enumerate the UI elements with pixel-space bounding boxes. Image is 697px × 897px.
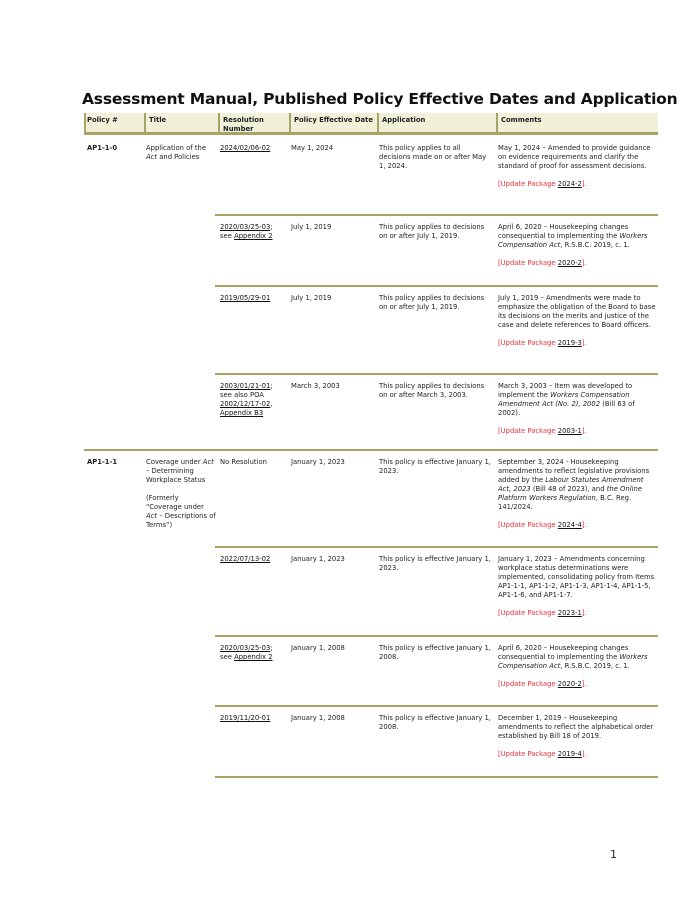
effective-date: March 3, 2003	[291, 382, 340, 390]
update-package-suffix: ].	[581, 521, 587, 529]
text-segment: Act	[146, 153, 158, 161]
row-divider	[215, 705, 658, 707]
column-header-comments: Comments	[496, 113, 658, 132]
resolution-link[interactable]: Appendix B3	[220, 409, 264, 417]
text-segment: , B.C. Reg. 141/2024.	[498, 494, 632, 511]
page-number: 1	[610, 848, 617, 861]
resolution-link[interactable]: 2019/05/29-01	[220, 294, 271, 302]
row-divider	[215, 285, 658, 287]
update-package-label: [Update Package	[498, 680, 558, 688]
comments	[498, 714, 658, 768]
comment-text	[498, 294, 658, 330]
resolution-number	[220, 382, 284, 418]
text-segment: and Policies	[157, 153, 200, 161]
resolution-link[interactable]: Appendix 2	[234, 232, 273, 240]
update-package-link[interactable]: 2019-4	[557, 750, 582, 758]
text-segment: March 3, 2003 – Item was developed to implement the	[498, 382, 633, 399]
resolution-number	[220, 714, 284, 723]
update-package-label: [Update Package	[498, 259, 558, 267]
page-title: Assessment Manual, Published Policy Effective Dates and Application	[82, 90, 678, 108]
application-text: This policy applies to all decisions made on or after May 1, 2024.	[379, 144, 487, 170]
title-paragraph	[146, 144, 216, 162]
update-package-label: [Update Package	[498, 609, 558, 617]
comments	[498, 644, 658, 698]
effective-date: January 1, 2008	[291, 714, 345, 722]
text-segment: Application of the	[146, 144, 207, 152]
application-text: This policy is effective January 1, 2023.	[379, 458, 491, 475]
policy-number: AP1-1-1	[87, 458, 118, 466]
text-segment: January 1, 2023 – Amendments concerning workplace status determinations were implemented, consolidating policy from Items AP1-1-1, AP1-1-2, AP1-1-3, AP1-1-4, AP1-1-5, AP1-1-6, and AP1-1-7.	[498, 555, 655, 599]
update-package-note	[498, 680, 658, 689]
update-package-link[interactable]: 2020-2	[557, 680, 582, 688]
update-package-label: [Update Package	[498, 750, 558, 758]
application-text: This policy is effective January 1, 2023.	[379, 555, 491, 572]
comment-text	[498, 382, 658, 418]
application-text: This policy applies to decisions on or after July 1, 2019.	[379, 223, 485, 240]
text-segment: ; see also POA	[220, 382, 273, 399]
policy-title	[146, 144, 216, 171]
column-header-policy: Policy #	[87, 116, 118, 124]
text-segment: (Bill 48 of 2023), and	[530, 485, 607, 493]
row-divider	[215, 214, 658, 216]
comments	[498, 382, 658, 445]
text-segment: (Formerly “Coverage under	[146, 494, 204, 511]
text-segment: – Determining Workplace Status	[146, 467, 206, 484]
text-segment: Workers Compensation Act	[498, 653, 648, 670]
text-segment: Act	[146, 512, 158, 520]
table-bottom-rule	[215, 776, 658, 778]
resolution-link[interactable]: 2024/02/06-02	[220, 144, 271, 152]
table-header	[84, 113, 658, 135]
update-package-note	[498, 609, 658, 618]
comments	[498, 555, 658, 627]
row-divider	[84, 449, 658, 451]
text-segment: April 6, 2020 – Housekeeping changes consequential to implementing the	[498, 644, 629, 661]
resolution-link[interactable]: Appendix 2	[234, 653, 273, 661]
update-package-link[interactable]: 2019-3	[557, 339, 582, 347]
text-segment: Workers Compensation Amendment Act (No. 2), 2002	[498, 391, 630, 408]
comments	[498, 223, 658, 277]
comment-text	[498, 458, 658, 512]
update-package-link[interactable]: 2020-2	[557, 259, 582, 267]
row-divider	[215, 373, 658, 375]
update-package-link[interactable]: 2024-2	[557, 180, 582, 188]
update-package-link[interactable]: 2023-1	[557, 609, 582, 617]
title-paragraph	[146, 458, 216, 485]
text-segment: July 1, 2019 – Amendments were made to emphasize the obligation of the Board to base its decisions on the merits and justice of the case and delete references to Board officers.	[498, 294, 656, 329]
resolution-link[interactable]: 2019/11/20-01	[220, 714, 271, 722]
update-package-note	[498, 521, 658, 530]
update-package-label: [Update Package	[498, 180, 558, 188]
column-header-effective-date: Policy Effective Date	[289, 113, 377, 132]
update-package-suffix: ].	[581, 339, 587, 347]
row-divider	[215, 546, 658, 548]
resolution-link[interactable]: 2020/03/25-03	[220, 644, 271, 652]
text-segment: ,	[270, 400, 273, 408]
resolution-number	[220, 294, 284, 303]
resolution-number	[220, 644, 284, 662]
update-package-note	[498, 259, 658, 268]
text-segment: ; see	[220, 644, 273, 661]
resolution-link[interactable]: 2003/01/21-01	[220, 382, 271, 390]
policy-title	[146, 458, 216, 539]
update-package-label: [Update Package	[498, 427, 558, 435]
resolution-link[interactable]: 2020/03/25-03	[220, 223, 271, 231]
resolution-number	[220, 144, 284, 153]
comment-text	[498, 714, 658, 741]
policy-number: AP1-1-0	[87, 144, 118, 152]
application-text: This policy is effective January 1, 2008.	[379, 644, 491, 661]
comments	[498, 144, 658, 198]
row-divider	[215, 635, 658, 637]
comments	[498, 458, 658, 539]
update-package-suffix: ].	[581, 750, 587, 758]
effective-date: July 1, 2019	[291, 294, 332, 302]
update-package-suffix: ].	[581, 180, 587, 188]
text-segment: No Resolution	[220, 458, 267, 466]
update-package-suffix: ].	[581, 259, 587, 267]
column-header-resolution: Resolution Number	[218, 113, 289, 132]
effective-date: January 1, 2023	[291, 458, 345, 466]
resolution-link[interactable]: 2022/07/13-02	[220, 555, 271, 563]
column-header-title: Title	[144, 113, 218, 132]
title-paragraph	[146, 494, 216, 530]
effective-date: January 1, 2008	[291, 644, 345, 652]
text-segment: the Online Platform Workers Regulation	[498, 485, 642, 502]
text-segment: September 3, 2024 - Housekeeping amendments to reflect legislative provisions added by the	[498, 458, 650, 484]
text-segment: Labour Statutes Amendment Act, 2023	[498, 476, 644, 493]
update-package-label: [Update Package	[498, 339, 558, 347]
update-package-note	[498, 427, 658, 436]
text-segment: Coverage under	[146, 458, 203, 466]
update-package-suffix: ].	[581, 609, 587, 617]
update-package-suffix: ].	[581, 427, 587, 435]
update-package-link[interactable]: 2024-4	[557, 521, 582, 529]
resolution-number	[220, 555, 284, 564]
column-header-application: Application	[377, 113, 496, 132]
text-segment: December 1, 2019 – Housekeeping amendments to reflect the alphabetical order established by Bill 18 of 2019.	[498, 714, 654, 740]
update-package-link[interactable]: 2003-1	[557, 427, 582, 435]
text-segment: May 1, 2024 – Amended to provide guidance on evidence requirements and clarify the standard of proof for assessment decisions.	[498, 144, 651, 170]
text-segment: Act	[202, 458, 214, 466]
comments	[498, 294, 658, 357]
comment-text	[498, 223, 658, 250]
resolution-number	[220, 458, 284, 467]
effective-date: May 1, 2024	[291, 144, 334, 152]
text-segment: Workers Compensation Act	[498, 232, 648, 249]
comment-text	[498, 144, 658, 171]
text-segment: , R.S.B.C. 2019, c. 1.	[560, 662, 630, 670]
application-text: This policy applies to decisions on or after March 3, 2003.	[379, 382, 485, 399]
text-segment: ; see	[220, 223, 273, 240]
effective-date: July 1, 2019	[291, 223, 332, 231]
comment-text	[498, 555, 658, 600]
text-segment: – Descriptions of Terms”)	[146, 512, 216, 529]
update-package-note	[498, 339, 658, 348]
update-package-label: [Update Package	[498, 521, 558, 529]
resolution-number	[220, 223, 284, 241]
application-text: This policy is effective January 1, 2008.	[379, 714, 491, 731]
resolution-link[interactable]: 2002/12/17-02	[220, 400, 271, 408]
text-segment: (Bill 63 of 2002).	[498, 400, 635, 417]
text-segment: April 6, 2020 – Housekeeping changes consequential to implementing the	[498, 223, 629, 240]
update-package-suffix: ].	[581, 680, 587, 688]
application-text: This policy applies to decisions on or after July 1, 2019.	[379, 294, 485, 311]
comment-text	[498, 644, 658, 671]
effective-date: January 1, 2023	[291, 555, 345, 563]
update-package-note	[498, 180, 658, 189]
update-package-note	[498, 750, 658, 759]
text-segment: , R.S.B.C. 2019, c. 1.	[560, 241, 630, 249]
